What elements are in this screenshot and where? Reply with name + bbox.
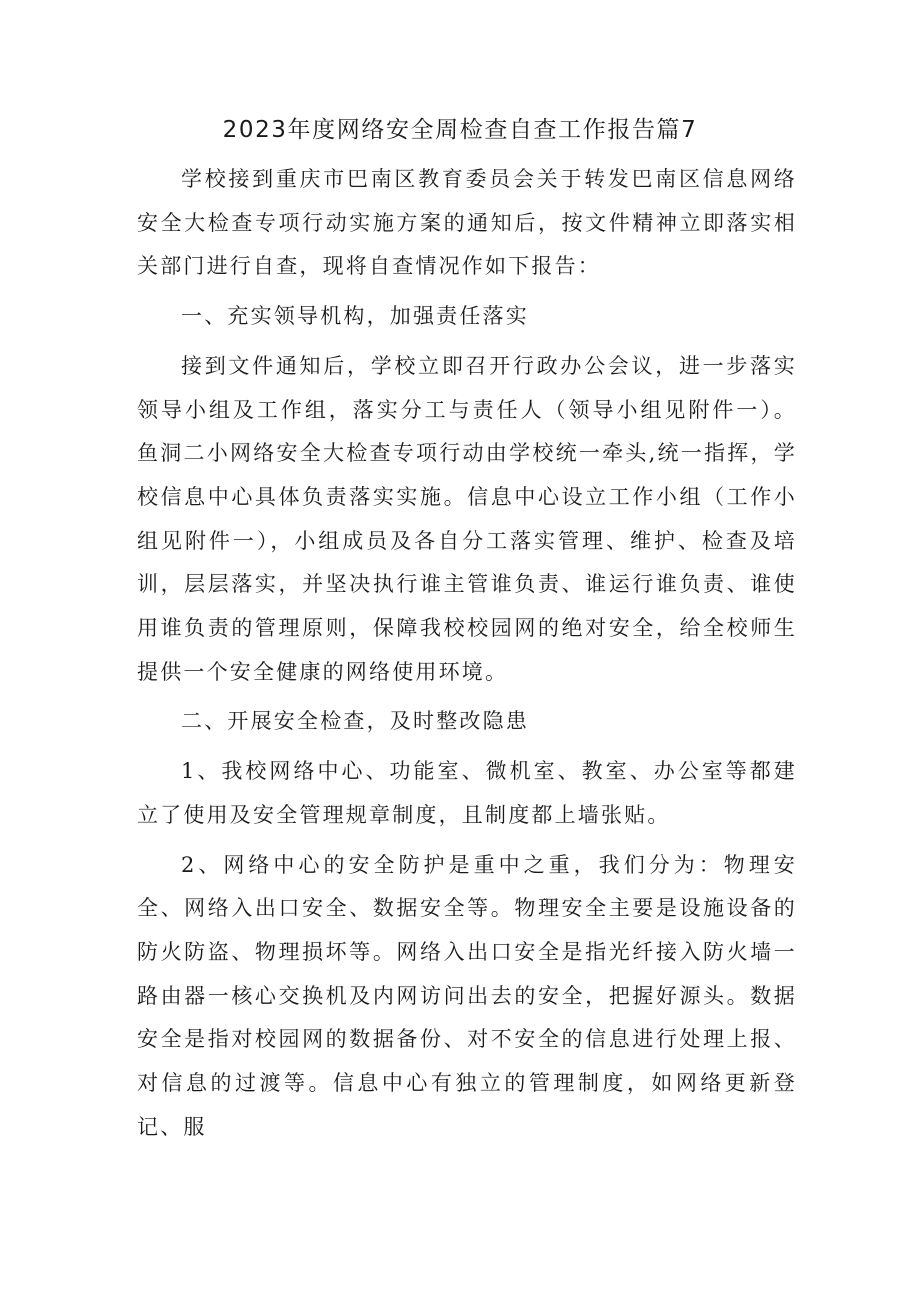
section-heading-1: 一、充实领导机构，加强责任落实 [181,304,529,329]
document-body [137,158,797,1149]
item-2-paragraph: 2、网络中心的安全防护是重中之重，我们分为：物理安全、网络入出口安全、数据安全等。物理安全主要是设施设备的防火防盗、物理损坏等。网络入出口安全是指光纤接入防火墙一路由器一核心交换机及内网访问出去的安全，把握好源头。数据安全是指对校园网的数据备份、对不安全的信息进行处理上报、对信息的过渡等。信息中心有独立的管理制度，如网络更新登记、服 [137,852,797,1139]
intro-paragraph: 学校接到重庆市巴南区教育委员会关于转发巴南区信息网络安全大检查专项行动实施方案的通知后，按文件精神立即落实相关部门进行自查，现将自查情况作如下报告： [137,167,797,279]
document-title: 2023年度网络安全周检查自查工作报告篇7 [222,117,698,143]
section-1-paragraph: 接到文件通知后，学校立即召开行政办公会议，进一步落实领导小组及工作组，落实分工与责任人（领导小组见附件一）。鱼洞二小网络安全大检查专项行动由学校统一牵头,统一指挥，学校信息中心具体负责落实实施。信息中心设立工作小组（工作小组见附件一），小组成员及各自分工落实管理、维护、检查及培训，层层落实，并坚决执行谁主管谁负责、谁运行谁负责、谁使用谁负责的管理原则，保障我校校园网的绝对安全，给全校师生提供一个安全健康的网络使用环境。 [137,353,797,684]
section-heading-2: 二、开展安全检查，及时整改隐患 [181,709,529,734]
item-1-paragraph: 1、我校网络中心、功能室、微机室、教室、办公室等都建立了使用及安全管理规章制度，且制度都上墙张贴。 [137,759,797,827]
